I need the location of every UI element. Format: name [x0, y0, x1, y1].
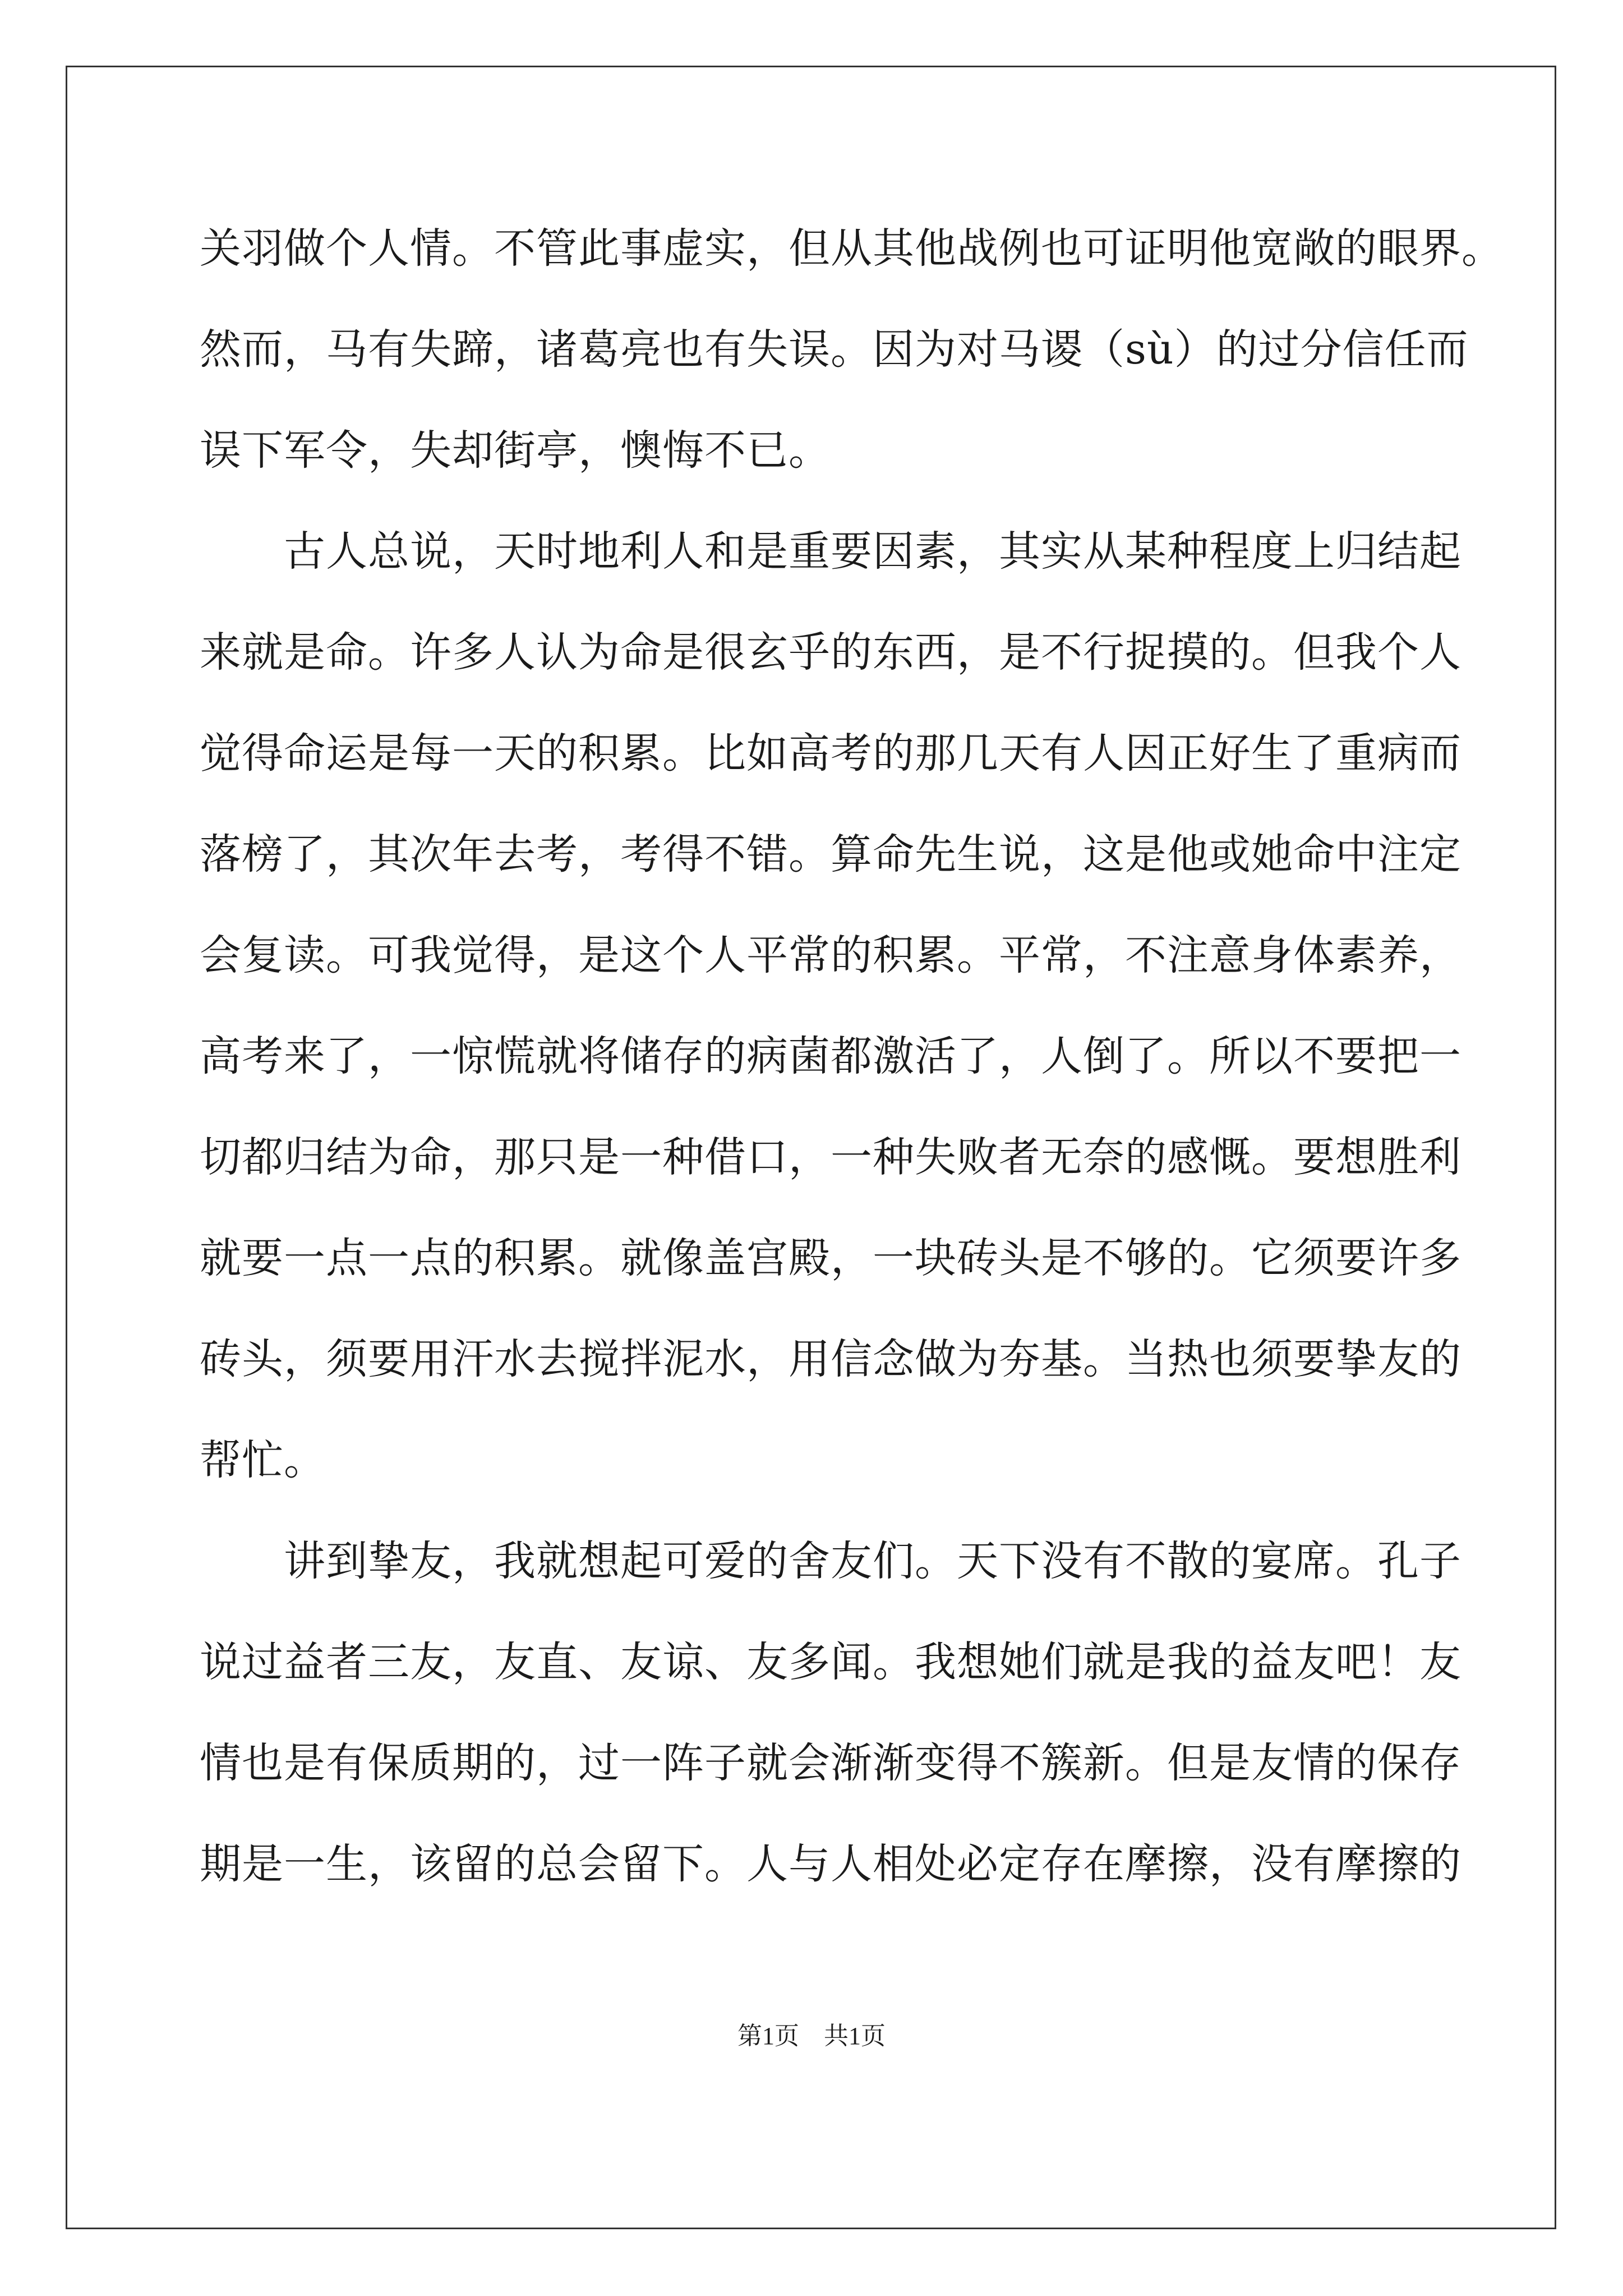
text-line: 关羽做个人情。不管此事虚实，但从其他战例也可证明他宽敞的眼界。 — [200, 224, 1504, 273]
text-line: 落榜了，其次年去考，考得不错。算命先生说，这是他或她命中注定 — [200, 830, 1461, 878]
text-line: 会复读。可我觉得，是这个人平常的积累。平常，不注意身体素养， — [200, 931, 1461, 979]
text-line: 古人总说，天时地利人和是重要因素，其实从某种程度上归结起 — [200, 527, 1461, 576]
page-footer: 第1页 共1页 — [737, 2022, 886, 2050]
text-line: 切都归结为命，那只是一种借口，一种失败者无奈的感慨。要想胜利 — [200, 1133, 1461, 1181]
text-line: 就要一点一点的积累。就像盖宫殿，一块砖头是不够的。它须要许多 — [200, 1234, 1461, 1282]
text-line: 期是一生，该留的总会留下。人与人相处必定存在摩擦，没有摩擦的 — [200, 1840, 1461, 1888]
text-line: 觉得命运是每一天的积累。比如高考的那几天有人因正好生了重病而 — [200, 729, 1461, 777]
text-line: 说过益者三友，友直、友谅、友多闻。我想她们就是我的益友吧！友 — [200, 1638, 1461, 1686]
text-line: 讲到挚友，我就想起可爱的舍友们。天下没有不散的宴席。孔子 — [200, 1537, 1461, 1585]
text-line: 来就是命。许多人认为命是很玄乎的东西，是不行捉摸的。但我个人 — [200, 628, 1461, 677]
text-line: 高考来了，一惊慌就将储存的病菌都激活了，人倒了。所以不要把一 — [200, 1032, 1461, 1080]
text-line: 情也是有保质期的，过一阵子就会渐渐变得不簇新。但是友情的保存 — [200, 1739, 1461, 1787]
text-line: 砖头，须要用汗水去搅拌泥水，用信念做为夯基。当热也须要挚友的 — [200, 1335, 1461, 1383]
text-line: 然而，马有失蹄，诸葛亮也有失误。因为对马谡（sù）的过分信任而 — [200, 325, 1469, 374]
text-line: 帮忙。 — [200, 1436, 326, 1484]
text-line: 误下军令，失却街亭，懊悔不已。 — [200, 426, 831, 475]
